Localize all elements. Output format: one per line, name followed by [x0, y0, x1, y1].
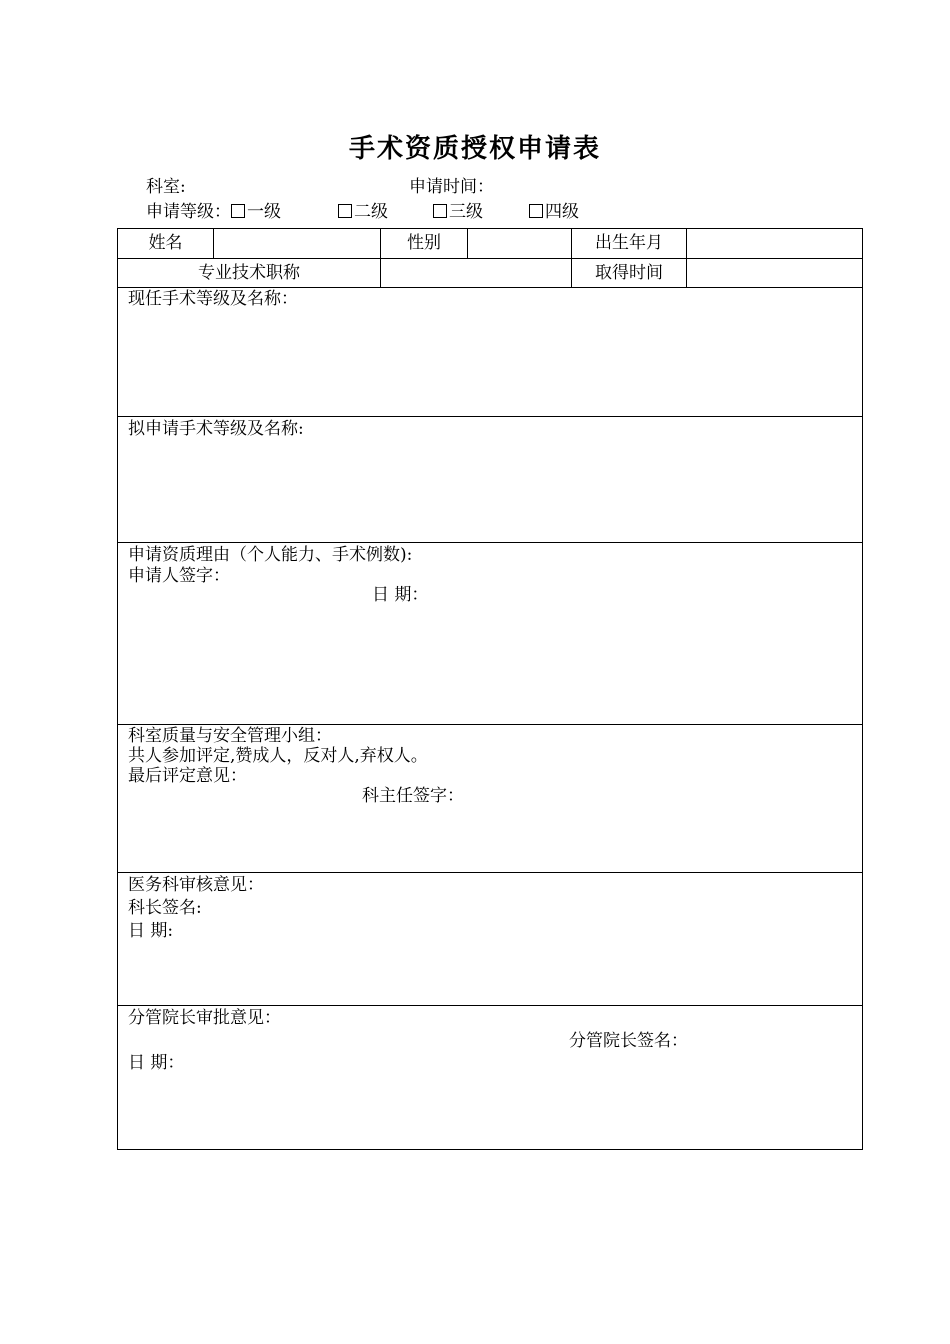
birth-field[interactable]	[687, 232, 862, 254]
level-option-1[interactable]: 一级	[231, 202, 281, 222]
department-label: 科室:	[146, 177, 186, 197]
vp-date-label: 日 期：	[128, 1053, 185, 1073]
vp-approval-label: 分管院长审批意见：	[128, 1008, 281, 1028]
proposed-level-label: 拟申请手术等级及名称:	[128, 419, 304, 439]
applicant-signature-label: 申请人签字：	[128, 566, 230, 586]
medical-affairs-label: 医务科审核意见：	[128, 875, 264, 895]
checkbox-icon[interactable]	[529, 204, 543, 218]
name-field[interactable]	[214, 232, 380, 254]
medical-affairs-date-label: 日 期:	[128, 921, 174, 941]
divider	[117, 258, 863, 259]
level-option-3[interactable]: 三级	[433, 201, 483, 223]
form-title: 手术资质授权申请表	[348, 134, 601, 164]
chief-sign-label: 科长签名:	[128, 898, 202, 918]
title-field[interactable]	[381, 262, 571, 284]
level-option-4[interactable]: 四级	[529, 201, 579, 223]
level-label: 申请等级：	[146, 202, 231, 222]
level-row	[146, 201, 281, 223]
vote-text: 共人参加评定,赞成人，反对人,弃权人。	[128, 746, 428, 766]
apply-time-label: 申请时间：	[409, 177, 494, 197]
obtain-time-field[interactable]	[687, 262, 862, 284]
reason-label: 申请资质理由（个人能力、手术例数):	[128, 545, 413, 565]
final-opinion-label: 最后评定意见：	[128, 766, 247, 786]
director-sign-label: 科主任签字：	[362, 786, 464, 806]
checkbox-icon[interactable]	[231, 204, 245, 218]
divider	[117, 416, 863, 417]
gender-field[interactable]	[468, 232, 571, 254]
checkbox-icon[interactable]	[338, 204, 352, 218]
name-label: 姓名	[148, 233, 183, 253]
current-level-label: 现任手术等级及名称：	[128, 289, 298, 309]
divider	[117, 542, 863, 543]
vp-sign-label: 分管院长签名：	[569, 1031, 688, 1051]
dept-group-label: 科室质量与安全管理小组：	[128, 726, 332, 746]
gender-label: 性别	[407, 233, 441, 253]
reason-date-label: 日 期：	[372, 585, 429, 605]
checkbox-icon[interactable]	[433, 204, 447, 218]
obtain-time-label: 取得时间	[595, 263, 663, 283]
level-option-2[interactable]: 二级	[338, 201, 388, 223]
divider	[117, 1005, 863, 1006]
divider	[117, 872, 863, 873]
title-label: 专业技术职称	[198, 263, 300, 283]
birth-label: 出生年月	[595, 233, 663, 253]
